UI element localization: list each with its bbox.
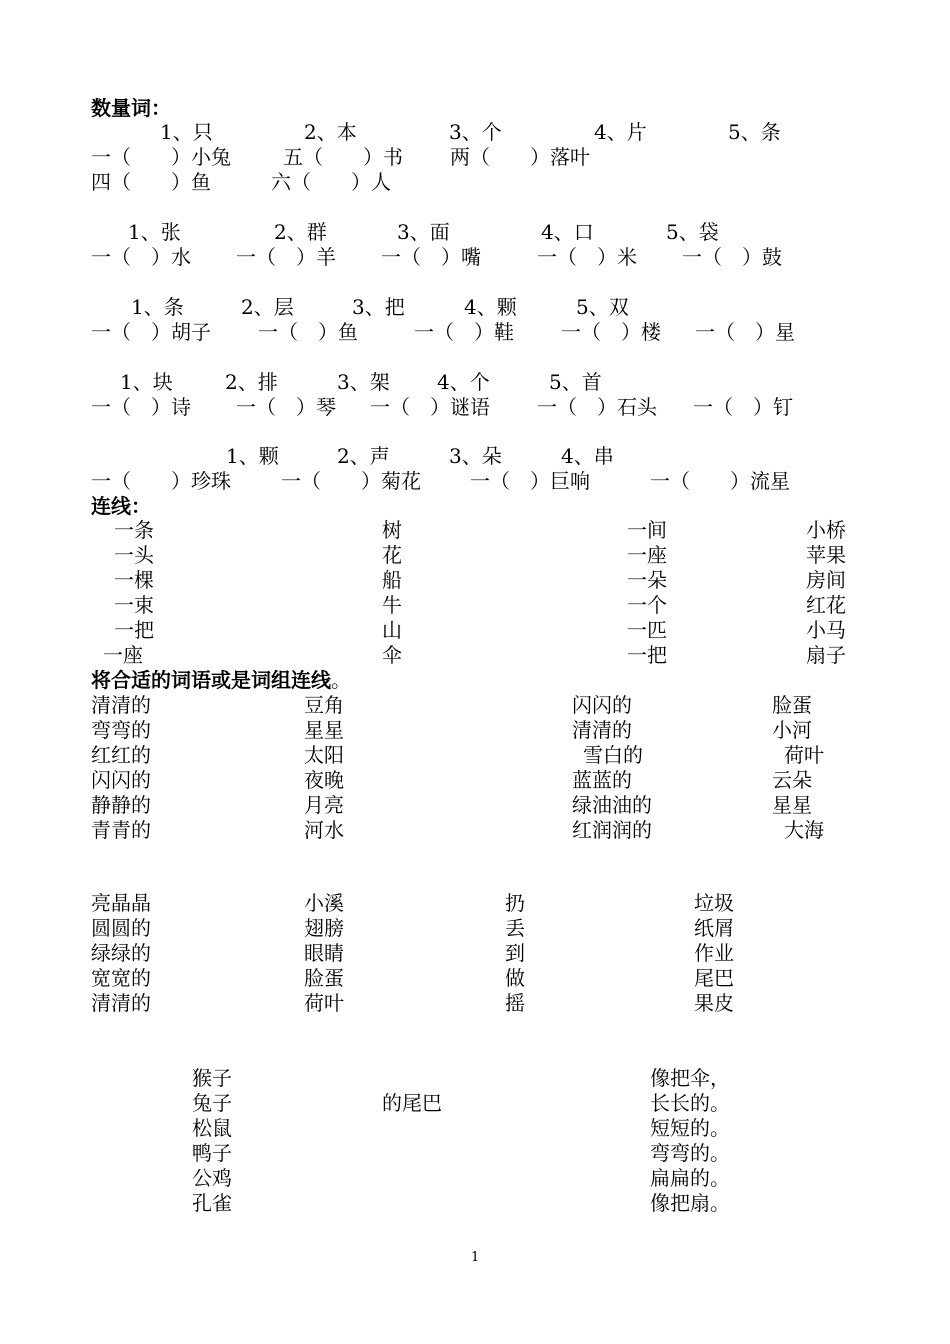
blank-item: 一（ ）鼓 [682, 245, 782, 269]
match-word: 亮晶晶 [91, 891, 151, 915]
match-word: 清清的 [91, 693, 151, 717]
blank-item: 一（ ）菊花 [281, 469, 421, 493]
animal-word: 猴子 [192, 1066, 232, 1090]
option-item: 5、条 [728, 120, 781, 144]
tail-description: 长长的。 [650, 1091, 730, 1115]
option-item: 3、架 [337, 370, 390, 394]
option-item: 2、声 [337, 444, 390, 468]
match-word: 圆圆的 [91, 916, 151, 940]
match-word: 翅膀 [304, 916, 344, 940]
match-word: 一匹 [627, 618, 667, 642]
blank-item: 一（ ）小兔 [91, 145, 231, 169]
animal-word: 公鸡 [192, 1166, 232, 1190]
match-word: 到 [505, 941, 525, 965]
blank-item: 一（ ）羊 [236, 245, 336, 269]
match-word: 扔 [505, 891, 525, 915]
section-title-measure-words: 数量词： [91, 96, 171, 120]
tail-label: 的尾巴 [382, 1091, 442, 1115]
blank-item: 一（ ）嘴 [381, 245, 481, 269]
match-word: 豆角 [304, 693, 344, 717]
section-title-phrase-match [91, 668, 351, 692]
match-word: 太阳 [304, 743, 344, 767]
match-word: 扇子 [806, 643, 846, 667]
blank-item: 两（ ）落叶 [450, 145, 590, 169]
match-word: 静静的 [91, 793, 151, 817]
match-word: 星星 [772, 793, 812, 817]
blank-item: 一（ ）巨响 [470, 469, 590, 493]
match-word: 房间 [806, 568, 846, 592]
blank-item: 一（ ）流星 [650, 469, 790, 493]
match-word: 树 [382, 518, 402, 542]
match-word: 一棵 [114, 568, 154, 592]
tail-description: 扁扁的。 [650, 1166, 730, 1190]
match-word: 弯弯的 [91, 718, 151, 742]
match-word: 垃圾 [694, 891, 734, 915]
match-word: 荷叶 [784, 743, 824, 767]
option-item: 3、朵 [449, 444, 502, 468]
animal-word: 孔雀 [192, 1191, 232, 1215]
match-word: 尾巴 [694, 966, 734, 990]
match-word: 清清的 [91, 991, 151, 1015]
match-word: 丢 [505, 916, 525, 940]
animal-word: 兔子 [192, 1091, 232, 1115]
match-word: 星星 [304, 718, 344, 742]
section-title-match: 连线： [91, 494, 151, 518]
match-word: 小桥 [806, 518, 846, 542]
match-word: 绿油油的 [572, 793, 652, 817]
blank-item: 一（ ）钉 [693, 395, 793, 419]
blank-item: 一（ ）星 [695, 320, 795, 344]
option-item: 2、群 [274, 220, 327, 244]
blank-item: 一（ ）胡子 [91, 320, 211, 344]
match-word: 小溪 [304, 891, 344, 915]
option-item: 1、张 [128, 220, 181, 244]
blank-item: 四（ ）鱼 [91, 170, 211, 194]
blank-item: 一（ ）米 [537, 245, 637, 269]
option-item: 5、首 [549, 370, 602, 394]
option-item: 5、双 [576, 295, 629, 319]
blank-item: 一（ ）水 [91, 245, 191, 269]
blank-item: 一（ ）楼 [561, 320, 661, 344]
blank-item: 一（ ）谜语 [370, 395, 490, 419]
option-item: 1、只 [160, 120, 213, 144]
option-item: 1、颗 [226, 444, 279, 468]
match-word: 闪闪的 [91, 768, 151, 792]
match-word: 一条 [114, 518, 154, 542]
match-word: 纸屑 [694, 916, 734, 940]
blank-item: 一（ ）珍珠 [91, 469, 231, 493]
blank-item: 一（ ）石头 [537, 395, 657, 419]
match-word: 作业 [694, 941, 734, 965]
match-word: 牛 [382, 593, 402, 617]
match-word: 脸蛋 [772, 693, 812, 717]
match-word: 一把 [627, 643, 667, 667]
match-word: 小马 [806, 618, 846, 642]
option-item: 3、个 [449, 120, 502, 144]
match-word: 荷叶 [304, 991, 344, 1015]
match-word: 伞 [382, 643, 402, 667]
match-word: 一座 [103, 643, 143, 667]
option-item: 4、片 [594, 120, 647, 144]
match-word: 一间 [627, 518, 667, 542]
match-word: 花 [382, 543, 402, 567]
match-word: 红润润的 [572, 818, 652, 842]
option-item: 5、袋 [666, 220, 719, 244]
match-word: 船 [382, 568, 402, 592]
match-word: 大海 [784, 818, 824, 842]
tail-description: 短短的。 [650, 1116, 730, 1140]
option-item: 4、串 [561, 444, 614, 468]
match-word: 一把 [114, 618, 154, 642]
option-item: 4、个 [437, 370, 490, 394]
animal-word: 鸭子 [192, 1141, 232, 1165]
match-word: 清清的 [572, 718, 632, 742]
match-word: 果皮 [694, 991, 734, 1015]
match-word: 一座 [627, 543, 667, 567]
match-word: 小河 [772, 718, 812, 742]
match-word: 青青的 [91, 818, 151, 842]
match-word: 做 [505, 966, 525, 990]
blank-item: 一（ ）诗 [91, 395, 191, 419]
blank-item: 六（ ）人 [271, 170, 391, 194]
tail-description: 像把扇。 [650, 1191, 730, 1215]
section-title-text: 将合适的词语或是词组连线 [91, 668, 331, 692]
blank-item: 一（ ）鱼 [258, 320, 358, 344]
page-number: 1 [471, 1250, 480, 1265]
blank-item: 一（ ）琴 [236, 395, 336, 419]
match-word: 月亮 [304, 793, 344, 817]
blank-item: 五（ ）书 [283, 145, 403, 169]
option-item: 4、口 [541, 220, 594, 244]
option-item: 1、块 [120, 370, 173, 394]
option-item: 2、本 [304, 120, 357, 144]
match-word: 宽宽的 [91, 966, 151, 990]
match-word: 闪闪的 [572, 693, 632, 717]
match-word: 一头 [114, 543, 154, 567]
tail-description: 像把伞， [650, 1066, 730, 1090]
tail-description: 弯弯的。 [650, 1141, 730, 1165]
match-word: 一束 [114, 593, 154, 617]
match-word: 一朵 [627, 568, 667, 592]
section-title-period: 。 [331, 668, 351, 692]
match-word: 云朵 [772, 768, 812, 792]
match-word: 苹果 [806, 543, 846, 567]
option-item: 3、把 [352, 295, 405, 319]
option-item: 3、面 [397, 220, 450, 244]
match-word: 蓝蓝的 [572, 768, 632, 792]
match-word: 夜晚 [304, 768, 344, 792]
animal-word: 松鼠 [192, 1116, 232, 1140]
option-item: 4、颗 [464, 295, 517, 319]
match-word: 红花 [806, 593, 846, 617]
option-item: 1、条 [131, 295, 184, 319]
match-word: 山 [382, 618, 402, 642]
match-word: 脸蛋 [304, 966, 344, 990]
match-word: 绿绿的 [91, 941, 151, 965]
option-item: 2、排 [225, 370, 278, 394]
option-item: 2、层 [241, 295, 294, 319]
match-word: 红红的 [91, 743, 151, 767]
match-word: 雪白的 [583, 743, 643, 767]
blank-item: 一（ ）鞋 [414, 320, 514, 344]
match-word: 眼睛 [304, 941, 344, 965]
match-word: 一个 [627, 593, 667, 617]
match-word: 河水 [304, 818, 344, 842]
match-word: 摇 [505, 991, 525, 1015]
